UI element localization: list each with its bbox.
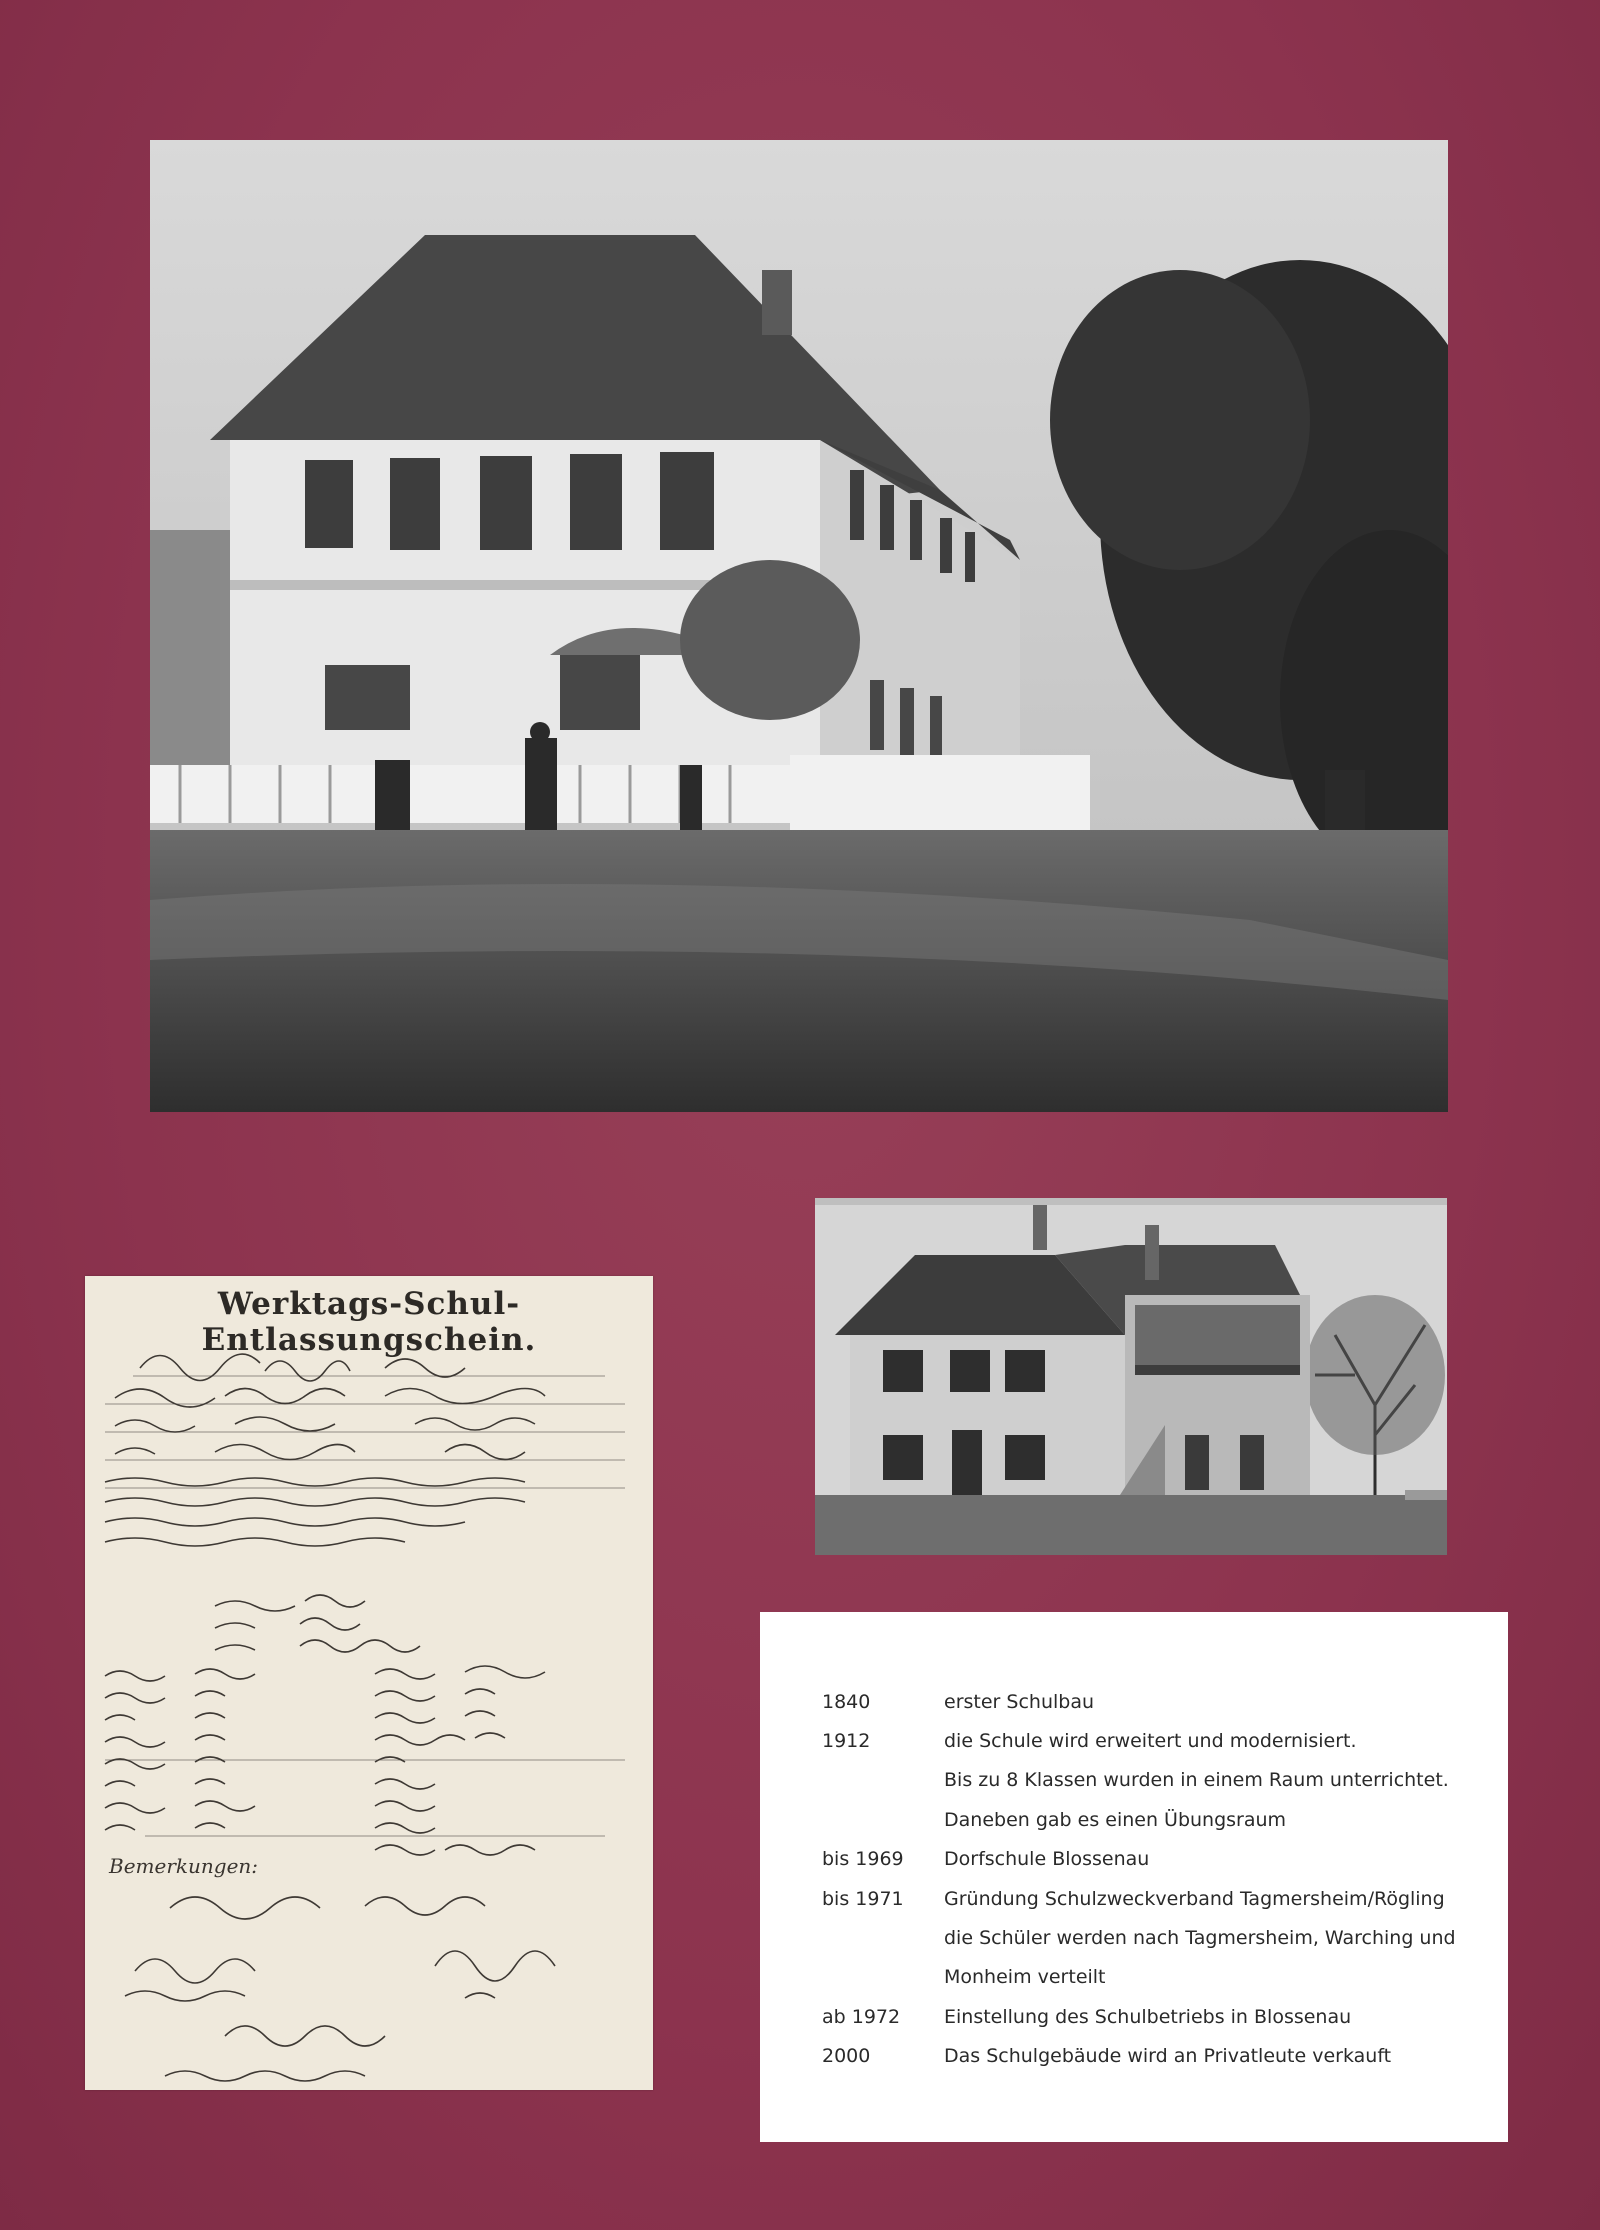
timeline-row [822, 1682, 1482, 1721]
timeline-text: Daneben gab es einen Übungsraum [944, 1808, 1287, 1831]
timeline-text: erster Schulbau [944, 1690, 1095, 1713]
timeline-row [822, 1800, 1482, 1839]
timeline-year: 1840 [822, 1690, 871, 1713]
timeline-card [760, 1612, 1508, 2142]
timeline-text: die Schule wird erweitert und modernisiert. [944, 1730, 1357, 1753]
historic-school-photo-drawing [150, 140, 1448, 1112]
timeline-text: Das Schulgebäude wird an Privatleute verkauft [944, 2045, 1392, 2068]
timeline-text: Gründung Schulzweckverband Tagmersheim/Rögling [944, 1887, 1445, 1910]
remarks-label: Bemerkungen: [109, 1854, 259, 1878]
timeline-row [822, 2037, 1482, 2076]
timeline-text: Dorfschule Blossenau [944, 1848, 1150, 1871]
timeline [822, 1682, 1482, 2076]
timeline-year: bis 1971 [822, 1887, 904, 1910]
timeline-year: 1912 [822, 1730, 871, 1753]
timeline-text: Monheim verteilt [944, 1966, 1106, 1989]
timeline-row [822, 1721, 1482, 1760]
timeline-text: Einstellung des Schulbetriebs in Blossenau [944, 2005, 1352, 2028]
timeline-year: 2000 [822, 2045, 871, 2068]
school-leaving-certificate [85, 1276, 653, 2090]
timeline-row [822, 1997, 1482, 2036]
timeline-year: bis 1969 [822, 1848, 904, 1871]
timeline-text: die Schüler werden nach Tagmersheim, Warching und [944, 1927, 1456, 1950]
handwriting-scribbles [85, 1276, 653, 2090]
timeline-text: Bis zu 8 Klassen wurden in einem Raum unterrichtet. [944, 1769, 1449, 1792]
timeline-year: ab 1972 [822, 2005, 901, 2028]
timeline-row [822, 1879, 1482, 1918]
school-building-photo-drawing [815, 1205, 1447, 1555]
school-building-photo [815, 1198, 1447, 1555]
certificate-title: Werktags-Schul-Entlassungschein. [201, 1286, 537, 1358]
timeline-row [822, 1918, 1482, 1957]
timeline-row [822, 1840, 1482, 1879]
timeline-row [822, 1958, 1482, 1997]
timeline-row [822, 1761, 1482, 1800]
historic-school-photo [150, 140, 1448, 1112]
